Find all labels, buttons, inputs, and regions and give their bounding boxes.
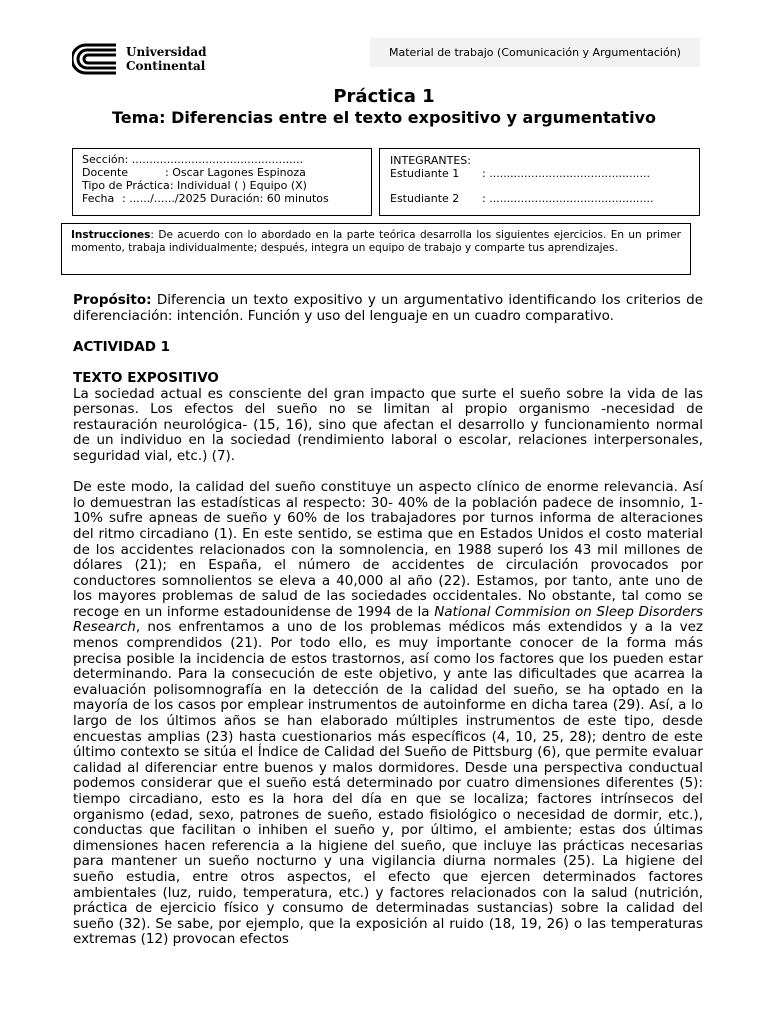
page-topic: Tema: Diferencias entre el texto expositivo y argumentativo xyxy=(112,108,656,127)
purpose-paragraph xyxy=(73,293,703,324)
estudiante-1-row xyxy=(390,167,689,180)
fecha-row xyxy=(82,192,362,205)
estudiante-1-label: Estudiante 1 xyxy=(390,167,460,180)
body-paragraph-2 xyxy=(73,480,703,948)
instructions-text: : De acuerdo con lo abordado en la parte teórica desarrolla los siguientes ejercicios. En un primer momento, trabaja individualmente; después, integra un equipo de trabajo y comparte tus aprendizajes. xyxy=(71,229,681,254)
docente-value: : Oscar Lagones Espinoza xyxy=(165,166,306,179)
tipo-label: Tipo de Práctica xyxy=(82,179,170,192)
fecha-value: : ....../....../2025 Duración: 60 minutos xyxy=(122,192,329,205)
instructions-label: Instrucciones xyxy=(71,229,151,241)
docente-row xyxy=(82,166,362,179)
university-logo xyxy=(72,42,207,76)
tipo-row xyxy=(82,179,362,192)
docente-label: Docente xyxy=(82,166,129,179)
integrantes-title: INTEGRANTES: xyxy=(390,154,471,167)
activity-heading xyxy=(73,340,703,356)
document-body xyxy=(73,293,703,948)
fecha-label: Fecha xyxy=(82,192,115,205)
seccion-label: Sección xyxy=(82,153,125,166)
texto-expositivo-title: TEXTO EXPOSITIVO xyxy=(73,369,219,386)
instructions-box xyxy=(61,223,691,275)
section-heading xyxy=(73,371,703,387)
material-header: Material de trabajo (Comunicación y Argumentación) xyxy=(370,38,700,67)
purpose-label: Propósito: xyxy=(73,292,152,308)
seccion-value: : ................................................. xyxy=(124,153,304,166)
page-title: Práctica 1 xyxy=(333,86,435,107)
logo-line-1: Universidad xyxy=(126,45,207,59)
course-info-box xyxy=(72,148,372,216)
university-logo-icon xyxy=(72,42,120,76)
paragraph-2-part-1: De este modo, la calidad del sueño constituye un aspecto clínico de enorme relevancia. Así lo demuestran las estadísticas al respecto: 30- 40% de la población padece de insomnio, 1-10% sufre apneas de sueño y 60% de los trabajadores por turnos informa de alteraciones del ritmo circadiano (1). En este sentido, se estima que en Estados Unidos el costo material de los accidentes relacionados con la somnolencia, en 1988 superó los 43 mil millones de dólares (21); en España, el número de accidentes de circulación provocados por conductores somnolientos se eleva a 40,000 al año (22). Estamos, por tanto, ante uno de los mayores problemas de salud de las sociedades occidentales. No obstante, tal como se recoge en un informe estadounidense de 1994 de la xyxy=(73,479,703,620)
estudiante-2-label: Estudiante 2 xyxy=(390,192,460,205)
estudiante-1-value: : .............................................. xyxy=(482,167,651,180)
logo-line-2: Continental xyxy=(126,59,206,73)
integrantes-box xyxy=(379,148,700,216)
seccion-row xyxy=(82,153,362,166)
estudiante-2-value: : ............................................... xyxy=(482,192,654,205)
paragraph-2-part-2: , nos enfrentamos a uno de los problemas médicos más extendidos y a la vez menos comprendidos (21). Por todo ello, es muy importante conocer de la forma más precisa posible la incidencia de estos trastornos, así como los factores que los pueden estar determinando. Para la consecución de este objetivo, y ante las dificultades que acarrea la evaluación polisomnografía en la detección de la calidad del sueño, se ha optado en la mayoría de los casos por emplear instrumentos de autoinforme en dicha tarea (29). Así, a lo largo de los últimos años se han elaborado múltiples instrumentos de este tipo, desde encuestas amplias (23) hasta cuestionarios más específicos (4, 10, 25, 28); dentro de este último contexto se sitúa el Índice de Calidad del Sueño de Pittsburg (6), que permite evaluar calidad al diferenciar entre buenos y malos dormidores. Desde una perspectiva conductual podemos considerar que el sueño está determinado por cuatro dimensiones diferentes (5): tiempo circadiano, esto es la hora del día en que se localiza; factores intrínsecos del organismo (edad, sexo, patrones de sueño, estado fisiológico o necesidad de dormir, etc.), conductas que facilitan o inhiben el sueño y, por último, el ambiente; estas dos últimas dimensiones hacen referencia a la higiene del sueño, que incluye las prácticas necesarias para mantener un sueño nocturno y una vigilancia diurna normales (25). La higiene del sueño estudia, entre otros aspectos, el efecto que ejercen determinados factores ambientales (luz, ruido, temperatura, etc.) y factores relacionados con la salud (nutrición, práctica de ejercicio físico y consumo de determinadas sustancias) sobre la calidad del sueño (32). Se sabe, por ejemplo, que la exposición al ruido (18, 19, 26) o las temperaturas extremas (12) provocan efectos xyxy=(73,619,703,948)
purpose-text: Diferencia un texto expositivo y un argumentativo identificando los criterios de diferenciación: intención. Función y uso del lenguaje en un cuadro comparativo. xyxy=(73,292,703,324)
paragraph-2-italic: National Commision on Sleep Disorders Research xyxy=(73,603,703,636)
activity-title: ACTIVIDAD 1 xyxy=(73,338,171,355)
tipo-value: : Individual ( ) Equipo (X) xyxy=(169,179,307,192)
body-paragraph-1: La sociedad actual es consciente del gran impacto que surte el sueño sobre la vida de las personas. Los efectos del sueño no se limitan al propio organismo -necesidad de restauración neurológica- (15, 16), sino que afectan el desarrollo y funcionamiento normal de un individuo en la sociedad (rendimiento laboral o escolar, relaciones interpersonales, seguridad vial, etc.) (7). xyxy=(73,385,703,464)
estudiante-2-row xyxy=(390,192,689,205)
